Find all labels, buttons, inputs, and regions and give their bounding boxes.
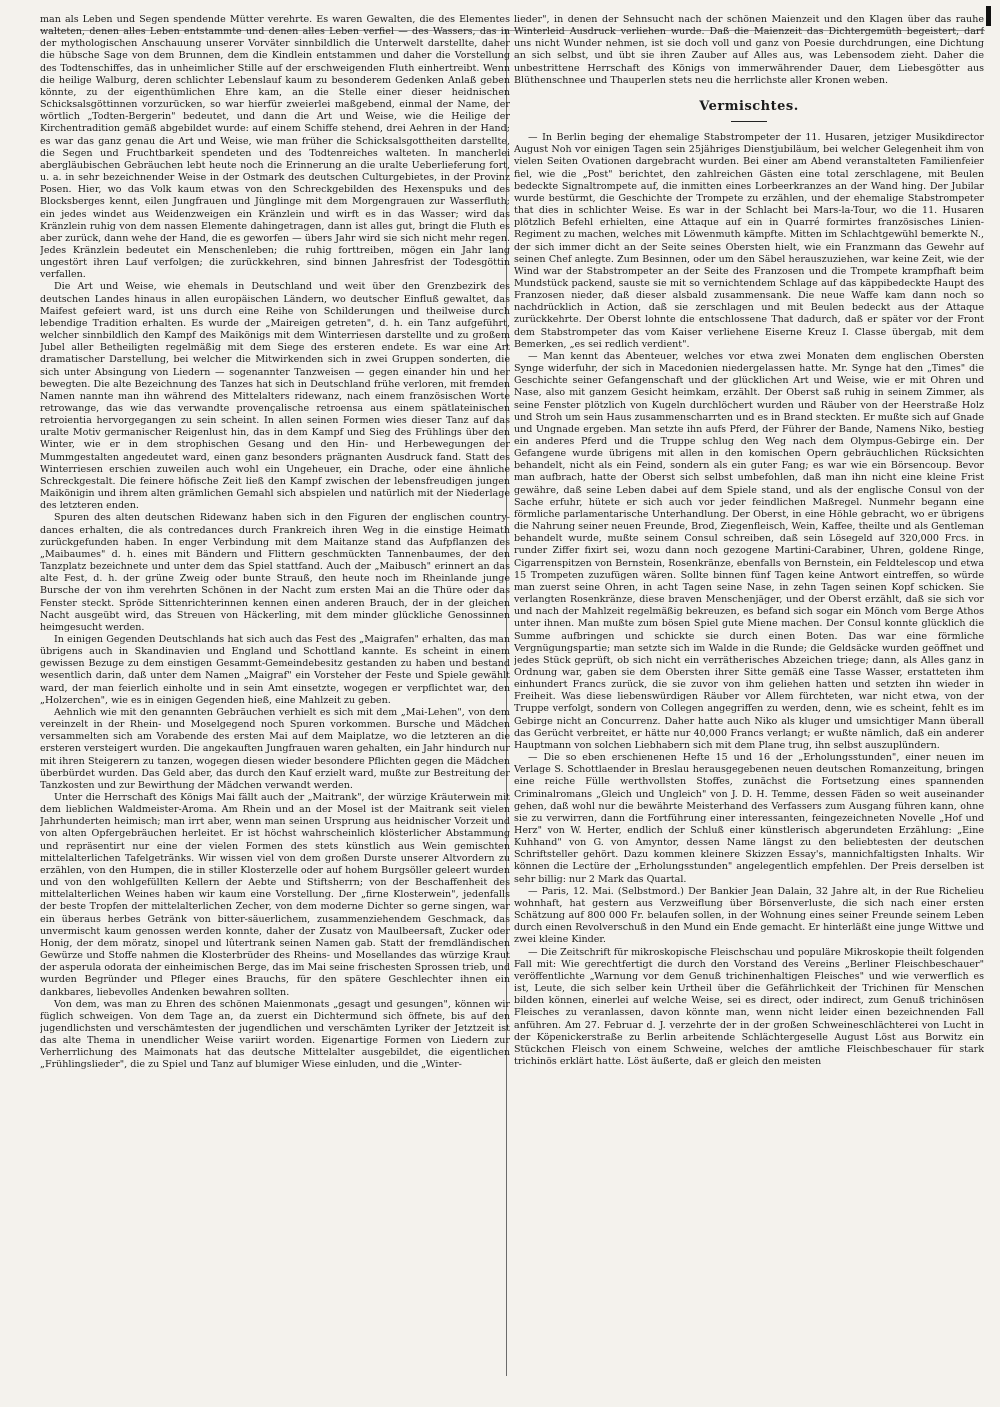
left-column <box>40 14 510 1374</box>
news-item: — Paris, 12. Mai. (Selbstmord.) Der Bankier Jean Dalain, 32 Jahre alt, in der Rue Richelieu wohnhaft, hat gestern aus Verzweiflung über Börsenverluste, die sich nach einer ersten Schätzung auf 800 000 Fr. belaufen sollen, in der Wohnung eines seiner Freunde seinem Leben durch einen Revolverschuß in den Mund ein Ende gemacht. Er hinterläßt eine junge Wittwe und zwei kleine Kinder. <box>514 885 984 946</box>
feuilleton-paragraph: man als Leben und Segen spendende Mütter verehrte. Es waren Gewalten, die des Elementes walteten, denen alles Leben entstammte und denen alles Leben verfiel — des Wassers, das in der mythologischen Anschauung unserer Vorväter sinnbildlich die Unterwelt darstellte, daher die hübsche Sage von dem Brunnen, dem die Kindlein entstammen und daher die Vorstellung des Todtenschiffes, das in unheimlicher Stille auf der erschweigenden Fluth einhertreibt. Wenn die heilige Walburg, deren schlichter Lebenslauf kaum zu besonderem Gedenken Anlaß geben könnte, zu der eigenthümlichen Ehre kam, an die Stelle einer dieser heidnischen Schicksalsgöttinnen vorzurücken, so war hierfür zweierlei maßgebend, einmal der Name, der wörtlich „Todten-Bergerin" bedeutet, und dann die Art und Weise, wie die Heilige der Kirchentradition gemäß abgebildet wurde: auf einem Schiffe stehend, drei Aehren in der Hand; es war das ganz genau die Art und Weise, wie man früher die Schicksalsgottheiten darstellte, die Segen und Fruchtbarkeit spendeten und des Todtenreiches walteten. In mancherlei abergläubischen Gebräuchen lebt heute noch die Erinnerung an die uralte Ueberlieferung fort, u. a. in sehr bezeichnender Weise in der Ostmark des deutschen Culturgebietes, in der Provinz Posen. Hier, wo das Volk kaum etwas von den Schreckgebilden des Hexenspuks und des Blocksberges kennt, eilen Jungfrauen und Jünglinge mit dem Morgengrauen zur Wasserfluth; ein jedes windet aus Weidenzweigen ein Kränzlein und wirft es in das Wasser; wird das Kränzlein ruhig von dem nassen Elemente dahingetragen, dann ist alles gut, bringt die Fluth es aber zurück, dann wehe der Hand, die es geworfen — übers Jahr wird sie sich nicht mehr regen. Jedes Kränzlein bedeutet ein Menschenleben; die ruhig forttreiben, mögen ein Jahr lang ungestört ihren Lauf verfolgen; die zurückkehren, sind binnen Jahresfrist der Todesgöttin verfallen. <box>40 14 510 281</box>
news-item: — Die so eben erschienenen Hefte 15 und 16 der „Erholungsstunden", einer neuen im Verlage S. Schottlaender in Breslau herausgegebenen neuen deutschen Romanzeitung, bringen eine reiche Fülle werthvollsten Stoffes, zunächst die Fortsetzung eines spannenden Criminalromans „Gleich und Ungleich" von J. D. H. Temme, dessen Fäden so weit auseinander gehen, daß wohl nur die bewährte Meisterhand des Verfassers zum Ausgang führen kann, ohne sie zu verwirren, dann die Fortführung einer interessanten, feingezeichneten Novelle „Hof und Herz" von W. Herter, endlich der Schluß einer künstlerisch abgerundeten Erzählung: „Eine Kuhhand" von G. von Amyntor, dessen Name längst zu den beliebtesten der deutschen Schriftsteller gehört. Dazu kommen kleinere Skizzen Essay's, mannichfaltigsten Inhalts. Wir können die Lectüre der „Erholungsstunden" angelegentlich empfehlen. Der Preis derselben ist sehr billig: nur 2 Mark das Quartal. <box>514 752 984 885</box>
feuilleton-conclusion: lieder", in denen der Sehnsucht nach der schönen Maienzeit und den Klagen über das rauhe Winterleid Ausdruck verliehen wurde. Daß die Maienzeit das Dichtergemüth begeistert, darf uns nicht Wunder nehmen, ist sie doch voll und ganz von Poesie durchdrungen, eine Dichtung an sich selbst, und übt sie ihren Zauber auf Alles aus, was Lebensodem zieht. Daher die unbestrittene Herrschaft des Königs von immerwährender Dauer, dem Liebesgötter aus Blüthenschnee und Thauperlen stets neu die herrlichste aller Kronen weben. <box>514 14 984 86</box>
news-item: — In Berlin beging der ehemalige Stabstrompeter der 11. Husaren, jetziger Musikdirector August Noh vor einigen Tagen sein 25jähriges Dienstjubiläum, bei welcher Gelegenheit ihm von vielen Seiten Ovationen dargebracht wurden. Bei einer am Abend veranstalteten Familienfeier fiel, wie die „Post" berichtet, den zahlreichen Gästen eine total zerschlagene, mit Beulen bedeckte Signaltrompete auf, die inmitten eines Lorbeerkranzes an der Wand hing. Der Jubilar wurde bestürmt, die Geschichte der Trompete zu erzählen, und der ehemalige Stabstrompeter that dies in schlichter Weise. Es war in der Schlacht bei Mars-la-Tour, wo die 11. Husaren plötzlich Befehl erhielten, eine Attaque auf ein in Quarré formirtes französisches Linien-Regiment zu machen, welches mit Löwenmuth kämpfte. Mitten im Schlachtgewühl bemerkte N., der sich immer dicht an der Seite seines Obersten hielt, wie ein Franzmann das Gewehr auf seinen Chef anlegte. Zum Besinnen, oder um den Säbel herauszuziehen, war keine Zeit, wie der Wind war der Stabstrompeter an der Seite des Franzosen und die Trompete krampfhaft beim Mundstück packend, sauste sie mit so vernichtendem Schlage auf das käppibedeckte Haupt des Franzosen nieder, daß dieser alsbald zusammensank. Die neue Waffe kam dann noch so nachdrücklich in Action, daß sie zerschlagen und mit Beulen bedeckt aus der Attaque zurückkehrte. Der Oberst lohnte die entschlossene That dadurch, daß er später vor der Front dem Stabstrompeter das vom Kaiser verliehene Eiserne Kreuz I. Classe übergab, mit dem Bemerken, „es sei redlich verdient". <box>514 132 984 350</box>
feuilleton-paragraph: Aehnlich wie mit den genannten Gebräuchen verhielt es sich mit dem „Mai-Lehen", von dem vereinzelt in der Rhein- und Moselgegend noch Spuren vorkommen. Bursche und Mädchen versammelten sich am Vorabende des ersten Mai auf dem Maiplatze, wo die letzteren an die ersteren versteigert wurden. Die angekauften Jungfrauen waren gehalten, ein Jahr hindurch nur mit ihren Steigerern zu tanzen, wogegen diesen wieder besondere Pflichten gegen die Mädchen überbürdet wurden. Das Geld aber, das durch den Kauf erzielt ward, mußte zur Bestreitung der Tanzkosten und zur Bewirthung der Mädchen verwandt werden. <box>40 706 510 791</box>
feuilleton-paragraph: Spuren des alten deutschen Ridewanz haben sich in den Figuren der englischen country-dances erhalten, die als contredances durch Frankreich ihren Weg in die einstige Heimath zurückgefunden haben. In enger Verbindung mit dem Maitanze stand das Aufpflanzen des „Maibaumes" d. h. eines mit Bändern und Flittern geschmückten Tannenbaumes, der den Tanzplatz bezeichnete und unter dem das Spiel stattfand. Auch der „Maibusch" erinnert an das alte Fest, d. h. der grüne Zweig oder bunte Strauß, den heute noch im Rheinlande junge Bursche der von ihm verehrten Schönen in der Nacht zum ersten Mai an die Thüre oder das Fenster steckt. Spröde Sittenrichterinnen kennen einen anderen Brauch, der in der gleichen Nacht ausgeübt wird, das Streuen von Häckerling, mit dem minder glückliche Genossinnen heimgesucht werden. <box>40 512 510 633</box>
news-item: — Man kennt das Abenteuer, welches vor etwa zwei Monaten dem englischen Obersten Synge widerfuhr, der sich in Macedonien niedergelassen hatte. Mr. Synge hat den „Times" die Geschichte seiner Gefangenschaft und der glücklichen Art und Weise, wie er mit Ohren und Nase, also mit ganzem Gesicht heimkam, erzählt. Der Oberst saß ruhig in seinem Zimmer, als seine Fenster plötzlich von Kugeln durchlöchert wurden und Räuber von der Heerstraße Holz und Stroh um sein Haus zusammenscharrten und es in Brand steckten. Er mußte sich auf Gnade und Ungnade ergeben. Man setzte ihn aufs Pferd, der Führer der Bande, Namens Niko, bestieg ein anderes Pferd und die Truppe schlug den Weg nach dem Olympus-Gebirge ein. Der Gefangene wurde übrigens mit allen in den komischen Opern gebräuchlichen Rücksichten behandelt, nicht als ein Feind, sondern als ein guter Fang; es war wie ein Börsencoup. Bevor man aufbrach, hatte der Oberst sich selbst umbefohlen, daß man ihn nicht eine kleine Frist gewähre, daß seine Leben dabei auf dem Spiele stand, und als der englische Consul von der Sache erfuhr, hütete er sich auch vor jeder feindlichen Maßregel. Nunmehr begann eine förmliche parlamentarische Unterhandlung. Der Oberst, in eine Höhle gebracht, wo er übrigens die Nahrung seiner neuen Freunde, Brod, Ziegenfleisch, Wein, Kaffee, theilte und als Gentleman behandelt wurde, mußte seinem Consul schreiben, daß sein Lösegeld auf 320,000 Frcs. in runder Ziffer fixirt sei, wozu dann noch gezogene Martini-Carabiner, Uhren, goldene Ringe, Cigarrenspitzen von Bernstein, Rosenkränze, ebenfalls von Bernstein, ein Feldtelescop und etwa 15 Trompeten zuzufügen wären. Sollte binnen fünf Tagen keine Antwort eintreffen, so würde man zuerst seine Ohren, in acht Tagen seine Nase, in zehn Tagen seinen Kopf schicken. Sie verlangten Rosenkränze, diese braven Menschenjäger, und der Oberst erzählt, daß sie sich vor und nach der Mahlzeit regelmäßig bekreuzen, es befand sich sogar ein Mönch vom Berge Athos unter ihnen. Man mußte zum bösen Spiel gute Miene machen. Der Consul konnte glücklich die Summe aufbringen und schickte sie durch einen Boten. Das war eine förmliche Vergnügungspartie; man setzte sich im Walde in die Runde; die Geldsäcke wurden geöffnet und jedes Stück geprüft, ob sich nicht ein verrätherisches Abzeichen triege; dann, als Alles ganz in Ordnung war, gaben sie dem Obersten ihrer Sitte gemäß eine Tasse Wasser, erstatteten ihm einhundert Francs zurück, die sie zuvor von ihm geliehen hatten und setzten ihn wieder in Freiheit. Was diese liebenswürdigen Räuber vor Allem fürchteten, war nicht etwa, von der Truppe verfolgt, sondern von Collegen angegriffen zu werden, denn, wie es scheint, fehlt es im Gebirge nicht an Concurrenz. Daher hatte auch Niko als kluger und umsichtiger Mann überall das Gerücht verbreitet, er hätte nur 40,000 Francs verlangt; er wußte nämlich, daß ein anderer Hauptmann von solchen Liebhabern sich mit dem Plane trug, ihn selbst auszuplündern. <box>514 350 984 751</box>
news-item: — Die Zeitschrift für mikroskopische Fleischschau und populäre Mikroskopie theilt folgenden Fall mit: Wie gerechtfertigt die durch den Vorstand des Vereins „Berliner Fleischbeschauer" veröffentlichte „Warnung vor dem Genuß trichinenhaltigen Fleisches" und wie verwerflich es ist, Leute, die sich selber kein Urtheil über die Gefährlichkeit der Trichinen für Menschen bilden können, einerlei auf welche Weise, sei es direct, oder indirect, zum Genuß trichinösen Fleisches zu veranlassen, davon könnte man, wenn nicht leider einen bezeichnenden Fall anführen. Am 27. Februar d. J. verzehrte der in der großen Schweineschlächterei von Lucht in der Köpenickerstraße zu Berlin arbeitende Schlächtergeselle August Löst aus Borwitz ein Stückchen Fleisch von einem Schweine, welches der amtliche Fleischbeschauer für stark trichinös erklärt hatte. Löst äußerte, daß er gleich den meisten <box>514 946 984 1067</box>
feuilleton-paragraph: Von dem, was man zu Ehren des schönen Maienmonats „gesagt und gesungen", können wir füglich schweigen. Von dem Tage an, da zuerst ein Dichtermund sich öffnete, bis auf den jugendlichsten und verschämtesten der jugendlichen und verschämten Lyriker der Jetztzeit ist das alte Thema in unendlicher Weise variirt worden. Eigenartige Formen von Liedern zur Verherrlichung des Maimonats hat das deutsche Mittelalter ausgebildet, die eigentlichen „Frühlingslieder", die zu Spiel und Tanz auf blumiger Wiese einluden, und die „Winter- <box>40 998 510 1071</box>
section-heading-rule <box>731 121 767 122</box>
corner-print-mark <box>986 6 991 26</box>
feuilleton-paragraph: Unter die Herrschaft des Königs Mai fällt auch der „Maitrank", der würzige Kräuterwein mit dem lieblichen Waldmeister-Aroma. Am Rhein und an der Mosel ist der Maitrank seit vielen Jahrhunderten heimisch; man irrt aber, wenn man seinen Ursprung aus heidnischer Vorzeit und von alten Opfergebräuchen herleitet. Er ist höchst wahrscheinlich klösterlicher Abstammung und repräsentirt nur eine der vielen Formen des stets künstlich aus Wein gemischten mittelalterlichen Tafelgetränks. Wir wissen viel von dem großen Durste unserer Altvordern zu erzählen, von den Humpen, die in stiller Klosterzelle oder auf hohem Burgsöller geleert wurden und von den wohlgefüllten Kellern der Aebte und Stiftsherrn; von der Beschaffenheit des mittelalterlichen Weines haben wir kaum eine Vorstellung. Der „firne Klosterwein", jedenfalls der beste Tropfen der mittelalterlichen Zecher, von dem moderne Dichter so gerne singen, war ein überaus herbes Getränk von bitter-säuerlichem, zusammenziehendem Geschmack, das unvermischt kaum genossen werden konnte, daher der Zusatz von Maulbeersaft, Zucker oder Honig, der dem möratz, sinopel und lûtertrank seinen Namen gab. Statt der fremdländischen Gewürze und Stoffe nahmen die Klosterbrüder des Rheins- und Mosellandes das würzige Kraut der asperula odorata der einheimischen Berge, das im Mai seine frischesten Sprossen trieb, und wurden Begründer und Pfleger eines Brauchs, für den spätere Geschlechter ihnen ein dankbares, liebevolles Andenken bewahren sollten. <box>40 792 510 998</box>
section-heading: Vermischtes. <box>699 98 799 114</box>
feuilleton-paragraph: Die Art und Weise, wie ehemals in Deutschland und weit über den Grenzbezirk des deutschen Landes hinaus in allen europäischen Ländern, wo deutscher Einfluß gewaltet, das Maifest gefeiert ward, ist uns durch eine Reihe von Schilderungen und theilweise durch lebendige Tradition erhalten. Es wurde der „Maireigen getreten", d. h. ein Tanz aufgeführt, welcher sinnbildlich den Kampf des Maikönigs mit dem Winterriesen darstellte und zu großem Jubel aller Betheiligten regelmäßig mit dem Siege des ersteren endete. Es war eine Art dramatischer Darstellung, bei welcher die Mitwirkenden sich in zwei Gruppen sonderten, die sich unter Absingung von Liedern — sogenannter Tanzweisen — gegen einander hin und her bewegten. Die alte Bezeichnung des Tanzes hat sich in Deutschland frühe verloren, mit fremden Namen nannte man ihn während des Mittelalters ridewanz, nach einem französischen Worte retrowange, das wie das verwandte provençalische retroensa aus einem spätlateinischen retroientia hervorgegangen zu sein scheint. In allen seinen Formen wies dieser Tanz auf das uralte Motiv germanischer Reigenlust hin, das in dem Kampf und Sieg des Frühlings über den Winter, wie er in dem strophischen Gesang und den Hin- und Herbewegungen der Mummgestalten angedeutet ward, einen ganz besonders prägnanten Ausdruck fand. Statt des Winterriesen erschien zuweilen auch wohl ein Ungeheuer, ein Drache, oder eine ähnliche Schreckgestalt. Die feinere höfische Zeit ließ den Kampf zwischen der lebensfreudigen jungen Maikönigin und ihrem alten grämlichen Gemahl sich abspielen und natürlich mit der Niederlage des letzteren enden. <box>40 281 510 512</box>
feuilleton-paragraph: In einigen Gegenden Deutschlands hat sich auch das Fest des „Maigrafen" erhalten, das man übrigens auch in Skandinavien und England und Schottland kannte. Es scheint in einem gewissen Bezuge zu dem einstigen Gesammt-Gemeindebesitz gestanden zu haben und bestand wesentlich darin, daß unter dem Namen „Maigraf" ein Vorsteher der Feste und Spiele gewählt ward, der man feierlich einholte und in sein Amt einsetzte, wogegen er verpflichtet war, den „Holzerchen", wie es in einigen Gegenden hieß, eine Mahlzeit zu geben. <box>40 633 510 706</box>
right-column <box>514 14 984 1389</box>
